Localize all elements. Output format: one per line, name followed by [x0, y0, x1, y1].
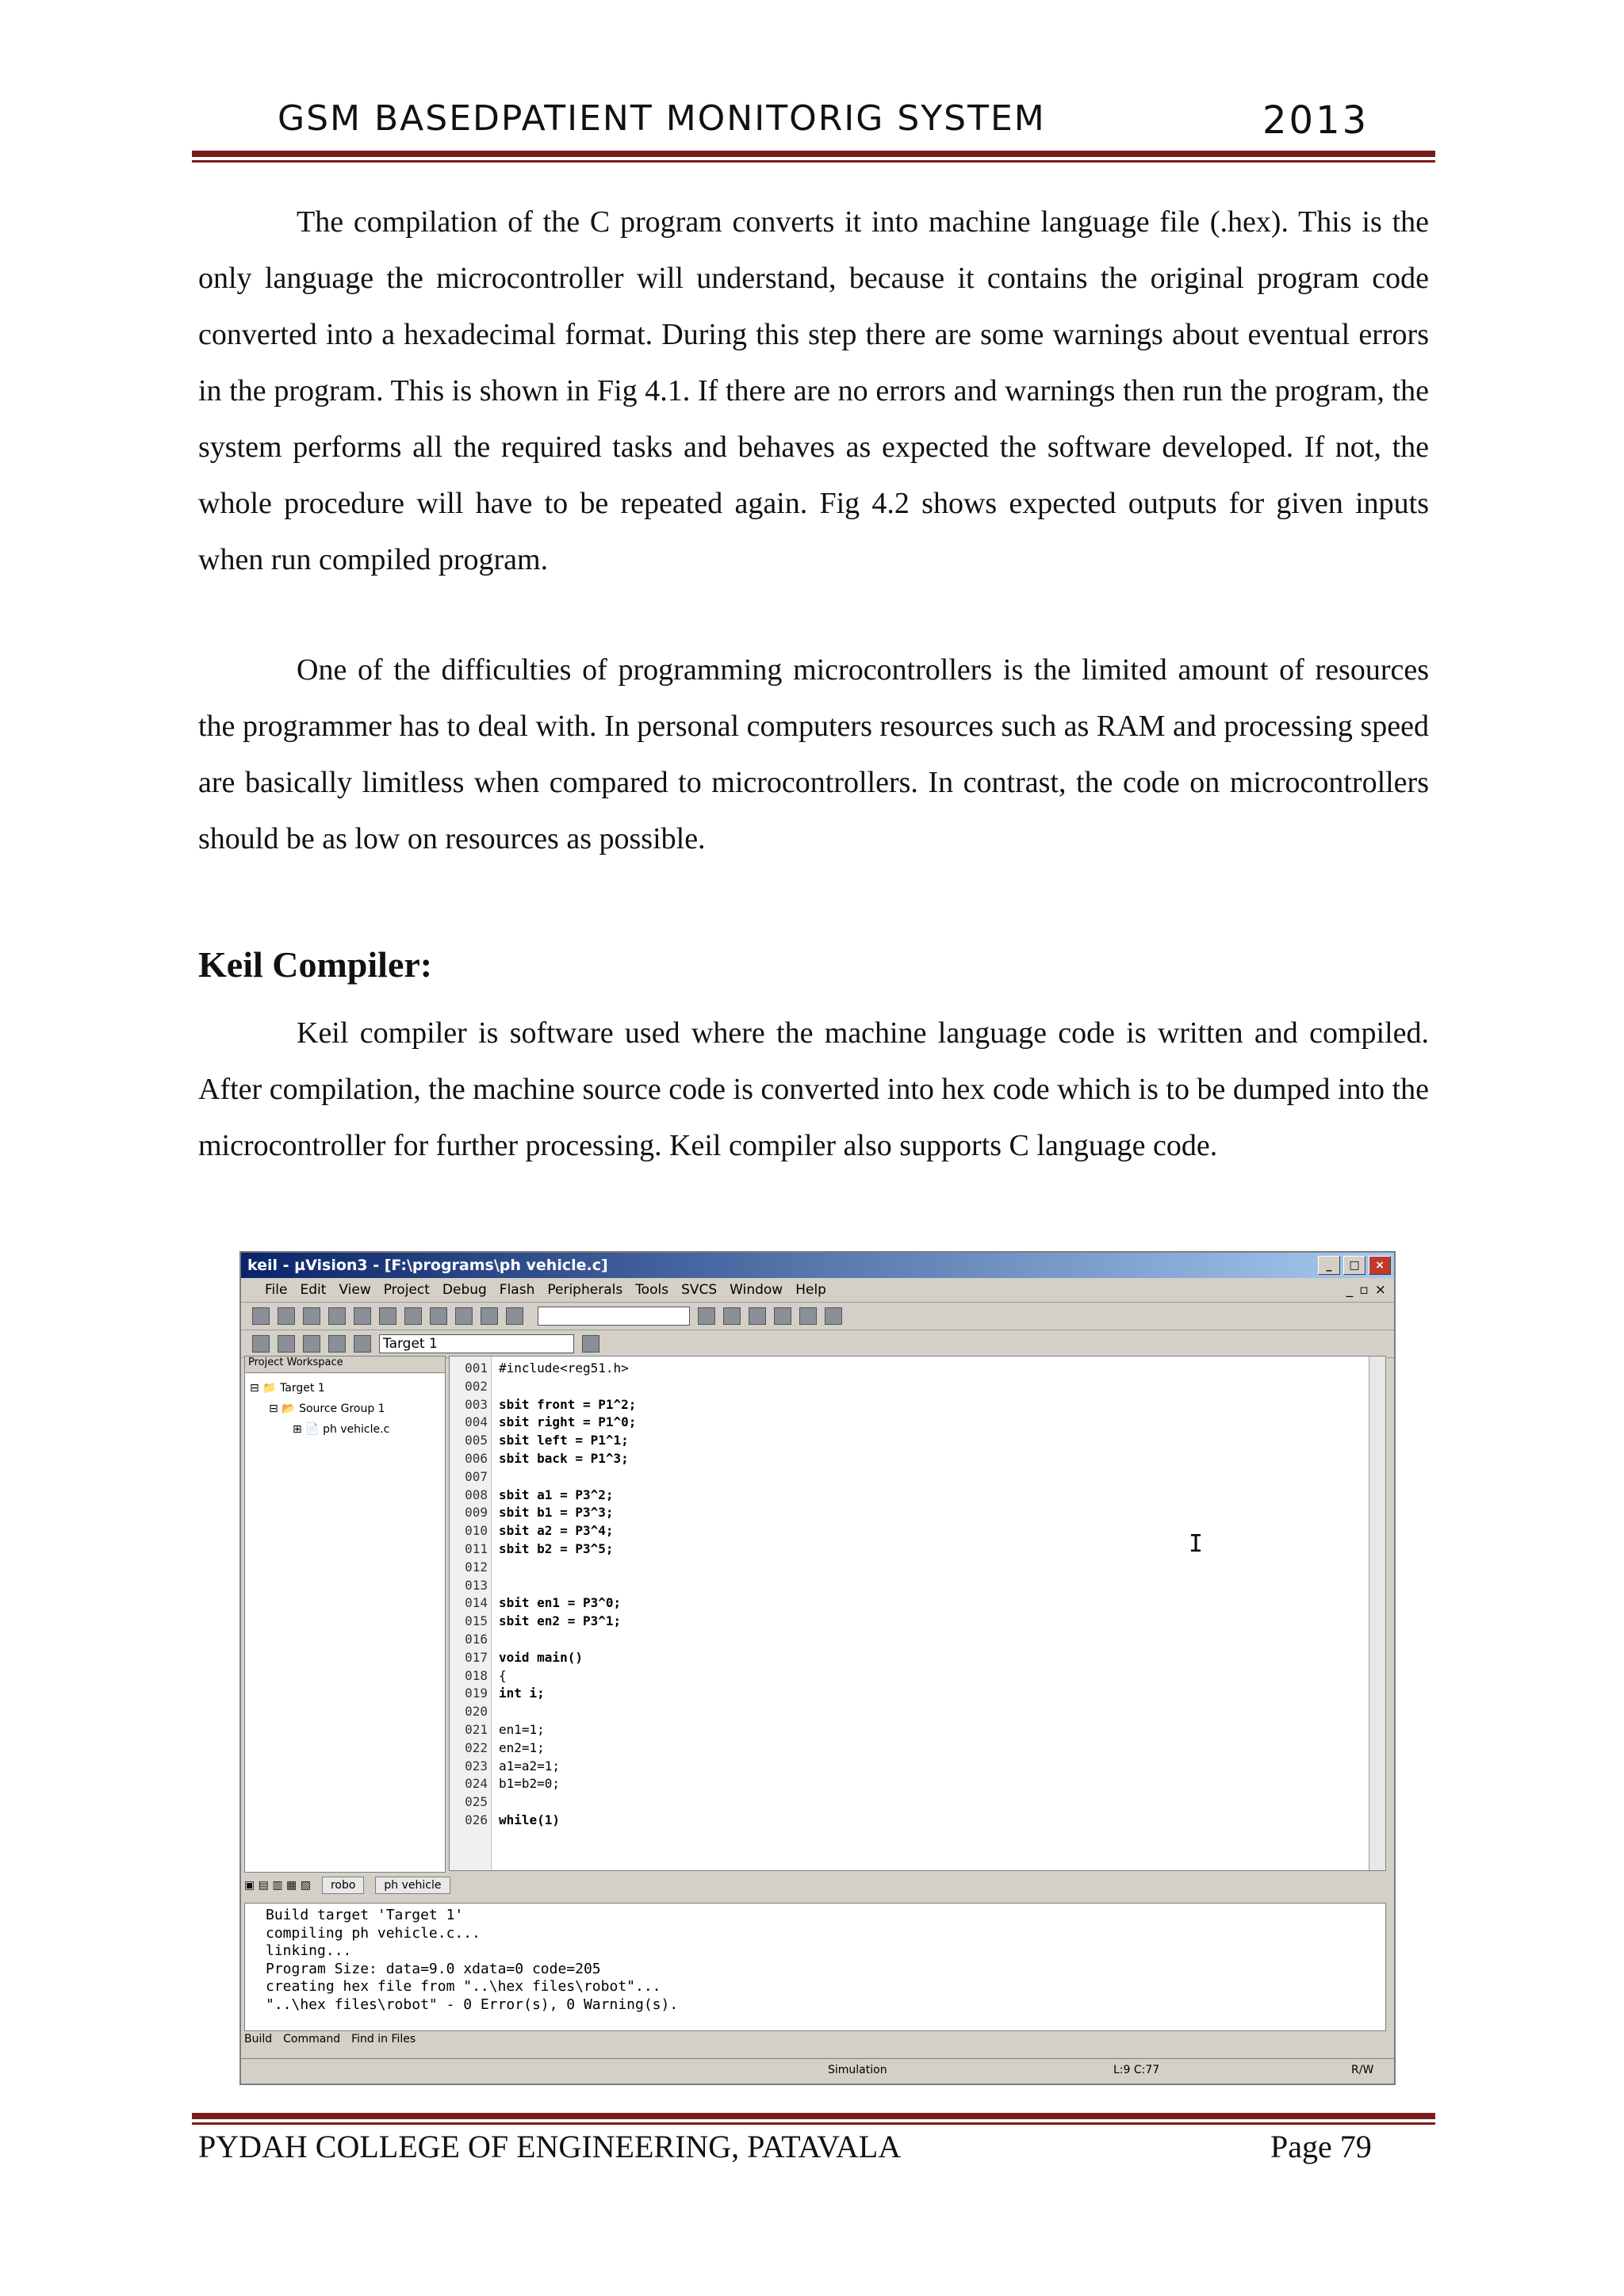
code-line [450, 1667, 636, 1686]
line-number: 006 [465, 1450, 488, 1466]
code-line [450, 1649, 636, 1667]
footer-rule [192, 2113, 1435, 2119]
status-rw: R/W [1351, 2064, 1374, 2076]
tab-build[interactable]: Build [244, 2033, 273, 2045]
code-line [450, 1468, 636, 1487]
menu-item[interactable]: Flash [499, 1282, 535, 1298]
line-number: 001 [465, 1360, 488, 1376]
manage-icon[interactable] [582, 1335, 599, 1353]
new-icon[interactable] [252, 1307, 270, 1325]
line-number: 016 [465, 1631, 488, 1647]
project-workspace [244, 1356, 446, 1873]
copy-icon[interactable] [379, 1307, 396, 1325]
line-number: 017 [465, 1649, 488, 1665]
menu-item[interactable]: Window [730, 1282, 783, 1298]
code-line [450, 1504, 636, 1522]
menu-item[interactable]: Help [795, 1282, 826, 1298]
tab-find-in-files[interactable]: Find in Files [351, 2033, 416, 2045]
header-year: 2013 [1262, 98, 1369, 143]
line-number: 013 [465, 1577, 488, 1593]
code-line [450, 1487, 636, 1505]
line-number: 007 [465, 1468, 488, 1484]
code-line [450, 1631, 636, 1649]
menu-bar [241, 1278, 1394, 1303]
code-line [450, 1613, 636, 1631]
line-number: 005 [465, 1433, 488, 1448]
cut-icon[interactable] [354, 1307, 371, 1325]
line-number: 026 [465, 1812, 488, 1827]
file-tabs [244, 1873, 1385, 1898]
paragraph-1: The compilation of the C program converts it into machine language file (.hex). This is the only language the microcontroller will understand, because it contains the original program code converted into a hexadecimal format. During this step there are some warnings about eventual errors in the program. This is shown in Fig 4.1. If there are no errors and warnings then run the program, the system performs all the required tasks and behaves as expected the software developed. If not, the whole procedure will have to be repeated again. Fig 4.2 shows expected outputs for given inputs when run compiled program. [198, 205, 1429, 576]
indent-icon[interactable] [481, 1307, 498, 1325]
mdi-close-icon[interactable]: × [1374, 1282, 1386, 1298]
code-line [450, 1432, 636, 1450]
code-text: int i; [499, 1686, 545, 1701]
panel-tab-icons[interactable]: ▣ ▤ ▥ ▦ ▧ [244, 1879, 311, 1892]
workspace-title: Project Workspace [245, 1357, 445, 1373]
toolbar-2 [241, 1330, 1394, 1358]
line-number: 015 [465, 1613, 488, 1629]
code-line [450, 1414, 636, 1432]
menu-item[interactable]: Edit [300, 1282, 327, 1298]
maximize-icon[interactable]: □ [1343, 1256, 1365, 1275]
line-number: 021 [465, 1721, 488, 1737]
options-icon[interactable] [354, 1335, 371, 1353]
code-text: #include<reg51.h> [499, 1360, 629, 1376]
code-text: sbit en2 = P3^1; [499, 1613, 622, 1629]
code-text: { [499, 1667, 507, 1683]
line-number: 002 [465, 1378, 488, 1394]
stop-icon[interactable] [328, 1335, 346, 1353]
code-line [450, 1450, 636, 1468]
batch-icon[interactable] [303, 1335, 320, 1353]
code-text: a1=a2=1; [499, 1758, 561, 1774]
print-icon[interactable] [774, 1307, 791, 1325]
line-number: 009 [465, 1505, 488, 1521]
code-text: sbit a2 = P3^4; [499, 1523, 614, 1539]
code-text: sbit b1 = P3^3; [499, 1505, 614, 1521]
status-mode: Simulation [828, 2064, 887, 2076]
tab-robo[interactable]: robo [322, 1877, 364, 1894]
code-text: sbit en1 = P3^0; [499, 1595, 622, 1611]
header-title: GSM BASEDPATIENT MONITORIG SYSTEM [278, 98, 1046, 139]
find-icon[interactable] [698, 1307, 715, 1325]
open-icon[interactable] [278, 1307, 295, 1325]
rebuild-icon[interactable] [278, 1335, 295, 1353]
code-line [450, 1721, 636, 1739]
code-text: sbit back = P1^3; [499, 1450, 629, 1466]
menu-item[interactable]: SVCS [681, 1282, 718, 1298]
code-line [450, 1594, 636, 1613]
code-line [450, 1775, 636, 1793]
paragraph-3: Keil compiler is software used where the machine language code is written and compiled. After compilation, the machine source code is converted into hex code which is to be dumped into the microcontroller for further processing. Keil compiler also supports C language code. [198, 1016, 1429, 1162]
header-rule [192, 151, 1435, 157]
code-text: while(1) [499, 1812, 561, 1827]
code-lines [450, 1360, 636, 1830]
menu-item[interactable]: File [265, 1282, 288, 1298]
code-line [450, 1540, 636, 1559]
close-icon[interactable]: × [1369, 1256, 1391, 1275]
page-number: Page 79 [1270, 2129, 1372, 2164]
menu-item[interactable]: Peripherals [547, 1282, 623, 1298]
code-line [450, 1360, 636, 1378]
build-output: Build target 'Target 1' compiling ph vehicle.c... linking... Program Size: data=9.0 xdata=0 code=205 creating hex file from "..\hex files\robot"... "..\hex files\robot" - 0 Error(s), 0 Warning(s). [266, 1907, 679, 2013]
window-title: keil - µVision3 - [F:\programs\ph vehicle.c] [247, 1257, 608, 1274]
undo-icon[interactable] [430, 1307, 447, 1325]
code-line [450, 1522, 636, 1540]
find-combo[interactable] [538, 1307, 690, 1326]
menu-item[interactable]: View [339, 1282, 371, 1298]
code-line [450, 1703, 636, 1721]
paste-icon[interactable] [404, 1307, 422, 1325]
code-text: sbit left = P1^1; [499, 1433, 629, 1448]
tab-command[interactable]: Command [283, 2033, 341, 2045]
code-text: en2=1; [499, 1739, 545, 1755]
keil-screenshot [239, 1251, 1396, 2085]
back-icon[interactable] [723, 1307, 741, 1325]
code-line [450, 1739, 636, 1758]
code-line [450, 1685, 636, 1703]
build-icon[interactable] [252, 1335, 270, 1353]
window-titlebar [241, 1253, 1394, 1278]
code-line [450, 1793, 636, 1812]
line-number: 020 [465, 1704, 488, 1720]
minimize-icon[interactable]: _ [1318, 1256, 1340, 1275]
line-number: 010 [465, 1523, 488, 1539]
window-icon[interactable] [825, 1307, 842, 1325]
mdi-minimize-icon[interactable]: _ [1346, 1282, 1354, 1298]
tree-source-group[interactable]: ⊟ 📂 Source Group 1 [269, 1402, 385, 1415]
forward-icon[interactable] [749, 1307, 766, 1325]
line-number: 023 [465, 1758, 488, 1774]
redo-icon[interactable] [455, 1307, 473, 1325]
line-number: 008 [465, 1487, 488, 1502]
save-icon[interactable] [303, 1307, 320, 1325]
code-line [450, 1378, 636, 1396]
tree-target[interactable]: ⊟ 📁 Target 1 [250, 1382, 325, 1395]
line-number: 022 [465, 1739, 488, 1755]
code-line [450, 1758, 636, 1776]
output-tabs [244, 2033, 416, 2045]
line-number: 019 [465, 1686, 488, 1701]
status-position: L:9 C:77 [1113, 2064, 1160, 2076]
line-number: 003 [465, 1396, 488, 1412]
output-window [244, 1903, 1386, 2031]
line-number: 011 [465, 1540, 488, 1556]
paragraph-2: One of the difficulties of programming microcontrollers is the limited amount of resources the programmer has to deal with. In personal computers resources such as RAM and processing speed are basically limitless when compared to microcontrollers. In contrast, the code on microcontrollers should be as low on resources as possible. [198, 653, 1429, 855]
code-text: sbit front = P1^2; [499, 1396, 637, 1412]
line-number: 018 [465, 1667, 488, 1683]
code-text: b1=b2=0; [499, 1776, 561, 1792]
line-number: 024 [465, 1776, 488, 1792]
header-rule-thin [192, 160, 1435, 163]
code-editor[interactable] [449, 1356, 1386, 1871]
code-line [450, 1577, 636, 1595]
status-bar [241, 2058, 1394, 2081]
bookmark-icon[interactable] [506, 1307, 523, 1325]
menu-item[interactable]: Tools [635, 1282, 669, 1298]
code-text: void main() [499, 1649, 583, 1665]
toolbar-1 [241, 1303, 1394, 1330]
menu-item[interactable]: Debug [442, 1282, 487, 1298]
code-text: sbit b2 = P3^5; [499, 1540, 614, 1556]
footer-rule-thin [192, 2122, 1435, 2125]
tree-file[interactable]: ⊞ 📄 ph vehicle.c [293, 1423, 390, 1436]
mdi-restore-icon[interactable]: ▫ [1359, 1282, 1369, 1298]
editor-scrollbar[interactable] [1369, 1357, 1385, 1870]
save-all-icon[interactable] [328, 1307, 346, 1325]
code-text: sbit a1 = P3^2; [499, 1487, 614, 1502]
footer-college: PYDAH COLLEGE OF ENGINEERING, PATAVALA [198, 2129, 902, 2164]
menu-item[interactable]: Project [383, 1282, 430, 1298]
tab-ph-vehicle[interactable]: ph vehicle [375, 1877, 450, 1894]
debug-icon[interactable] [799, 1307, 817, 1325]
section-heading: Keil Compiler: [198, 944, 433, 985]
target-select[interactable]: Target 1 [379, 1334, 574, 1353]
text-cursor-icon: I [1189, 1530, 1204, 1558]
code-text: sbit right = P1^0; [499, 1414, 637, 1430]
code-line [450, 1812, 636, 1830]
code-text: en1=1; [499, 1721, 545, 1737]
line-number: 012 [465, 1559, 488, 1575]
code-line [450, 1559, 636, 1577]
line-number: 004 [465, 1414, 488, 1430]
line-number: 025 [465, 1794, 488, 1810]
line-number: 014 [465, 1595, 488, 1611]
code-line [450, 1396, 636, 1414]
